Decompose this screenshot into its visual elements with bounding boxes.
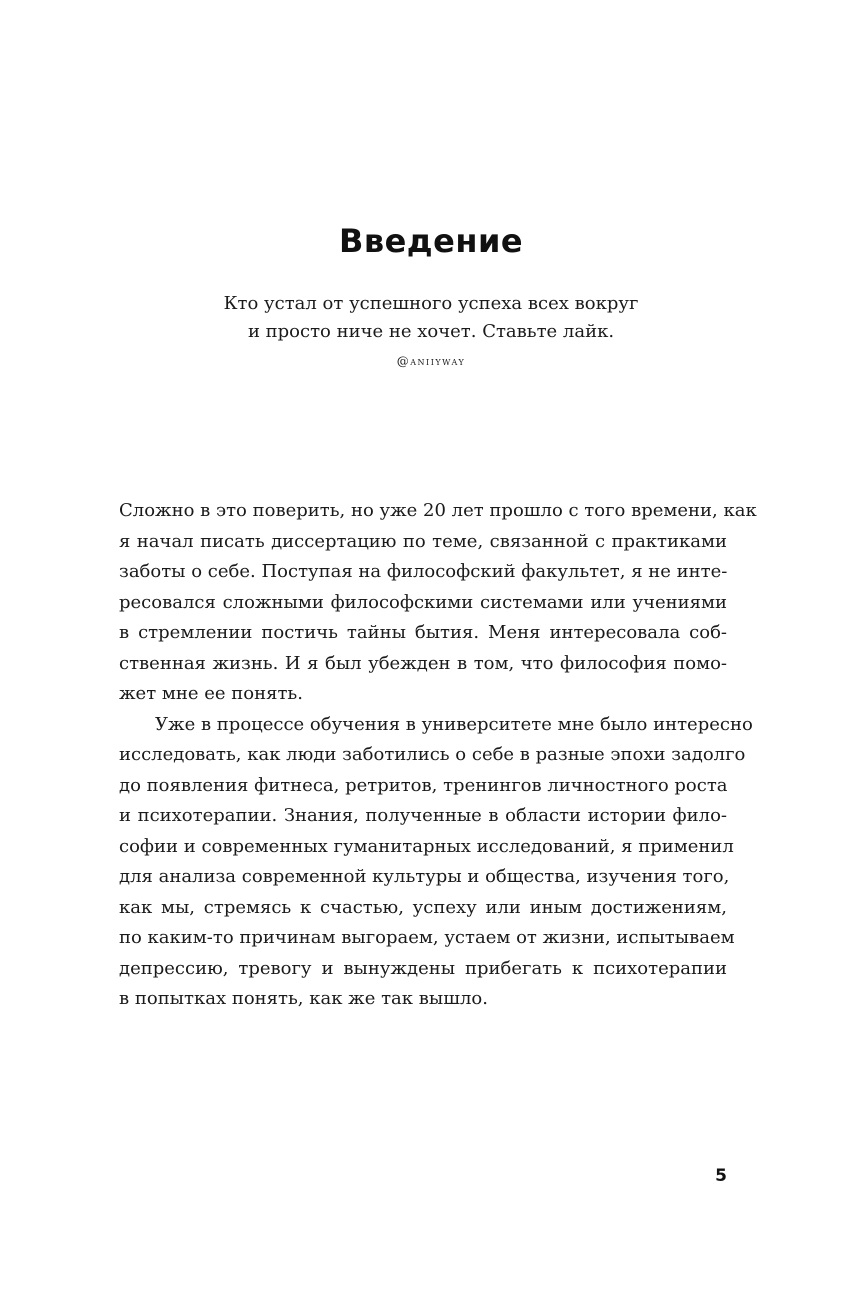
paragraph-2-line: исследовать, как люди заботились о себе в разные эпохи задолго — [119, 744, 746, 765]
paragraph-1-line: в стремлении постичь тайны бытия. Меня интересовала соб- — [119, 622, 727, 643]
epigraph-author: @aniiyway — [396, 354, 466, 368]
paragraph-2-line: софии и современных гуманитарных исследований, я применил — [119, 835, 734, 857]
paragraph-1-line: жет мне ее понять. — [119, 683, 303, 704]
paragraph-2-line: в попытках понять, как же так вышло. — [119, 988, 488, 1009]
paragraph-2-line: для анализа современной культуры и общества, изучения того, — [119, 866, 730, 887]
paragraph-1-line: ресовался сложными философскими системами или учениями — [119, 591, 727, 613]
paragraph-2-line: по каким-то причинам выгораем, устаем от жизни, испытываем — [119, 927, 735, 948]
paragraph-1-line: Сложно в это поверить, но уже 20 лет прошло с того времени, как — [119, 500, 757, 521]
body-text — [119, 496, 757, 1015]
epigraph-line: и просто ниче не хочет. Ставьте лайк. — [247, 321, 615, 342]
chapter-title: Введение — [338, 222, 524, 260]
paragraph-1-line: заботы о себе. Поступая на философский факультет, я не инте- — [119, 561, 728, 582]
paragraph-1-line: я начал писать диссертацию по теме, связанной с практиками — [119, 530, 727, 552]
paragraph-2-line: и психотерапии. Знания, полученные в области истории фило- — [119, 805, 727, 826]
paragraph-2-line: до появления фитнеса, ретритов, тренингов личностного роста — [119, 774, 728, 796]
paragraph-2-line: Уже в процессе обучения в университете мне было интересно — [155, 713, 753, 735]
paragraph-2-line: депрессию, тревогу и вынуждены прибегать к психотерапии — [119, 957, 727, 979]
paragraph-1-line: ственная жизнь. И я был убежден в том, что философия помо- — [119, 652, 727, 674]
epigraph — [0, 290, 862, 346]
page-number: 5 — [715, 1166, 727, 1186]
epigraph-line: Кто устал от успешного успеха всех вокруг — [223, 293, 639, 314]
paragraph-2-line: как мы, стремясь к счастью, успеху или иным достижениям, — [119, 896, 727, 918]
